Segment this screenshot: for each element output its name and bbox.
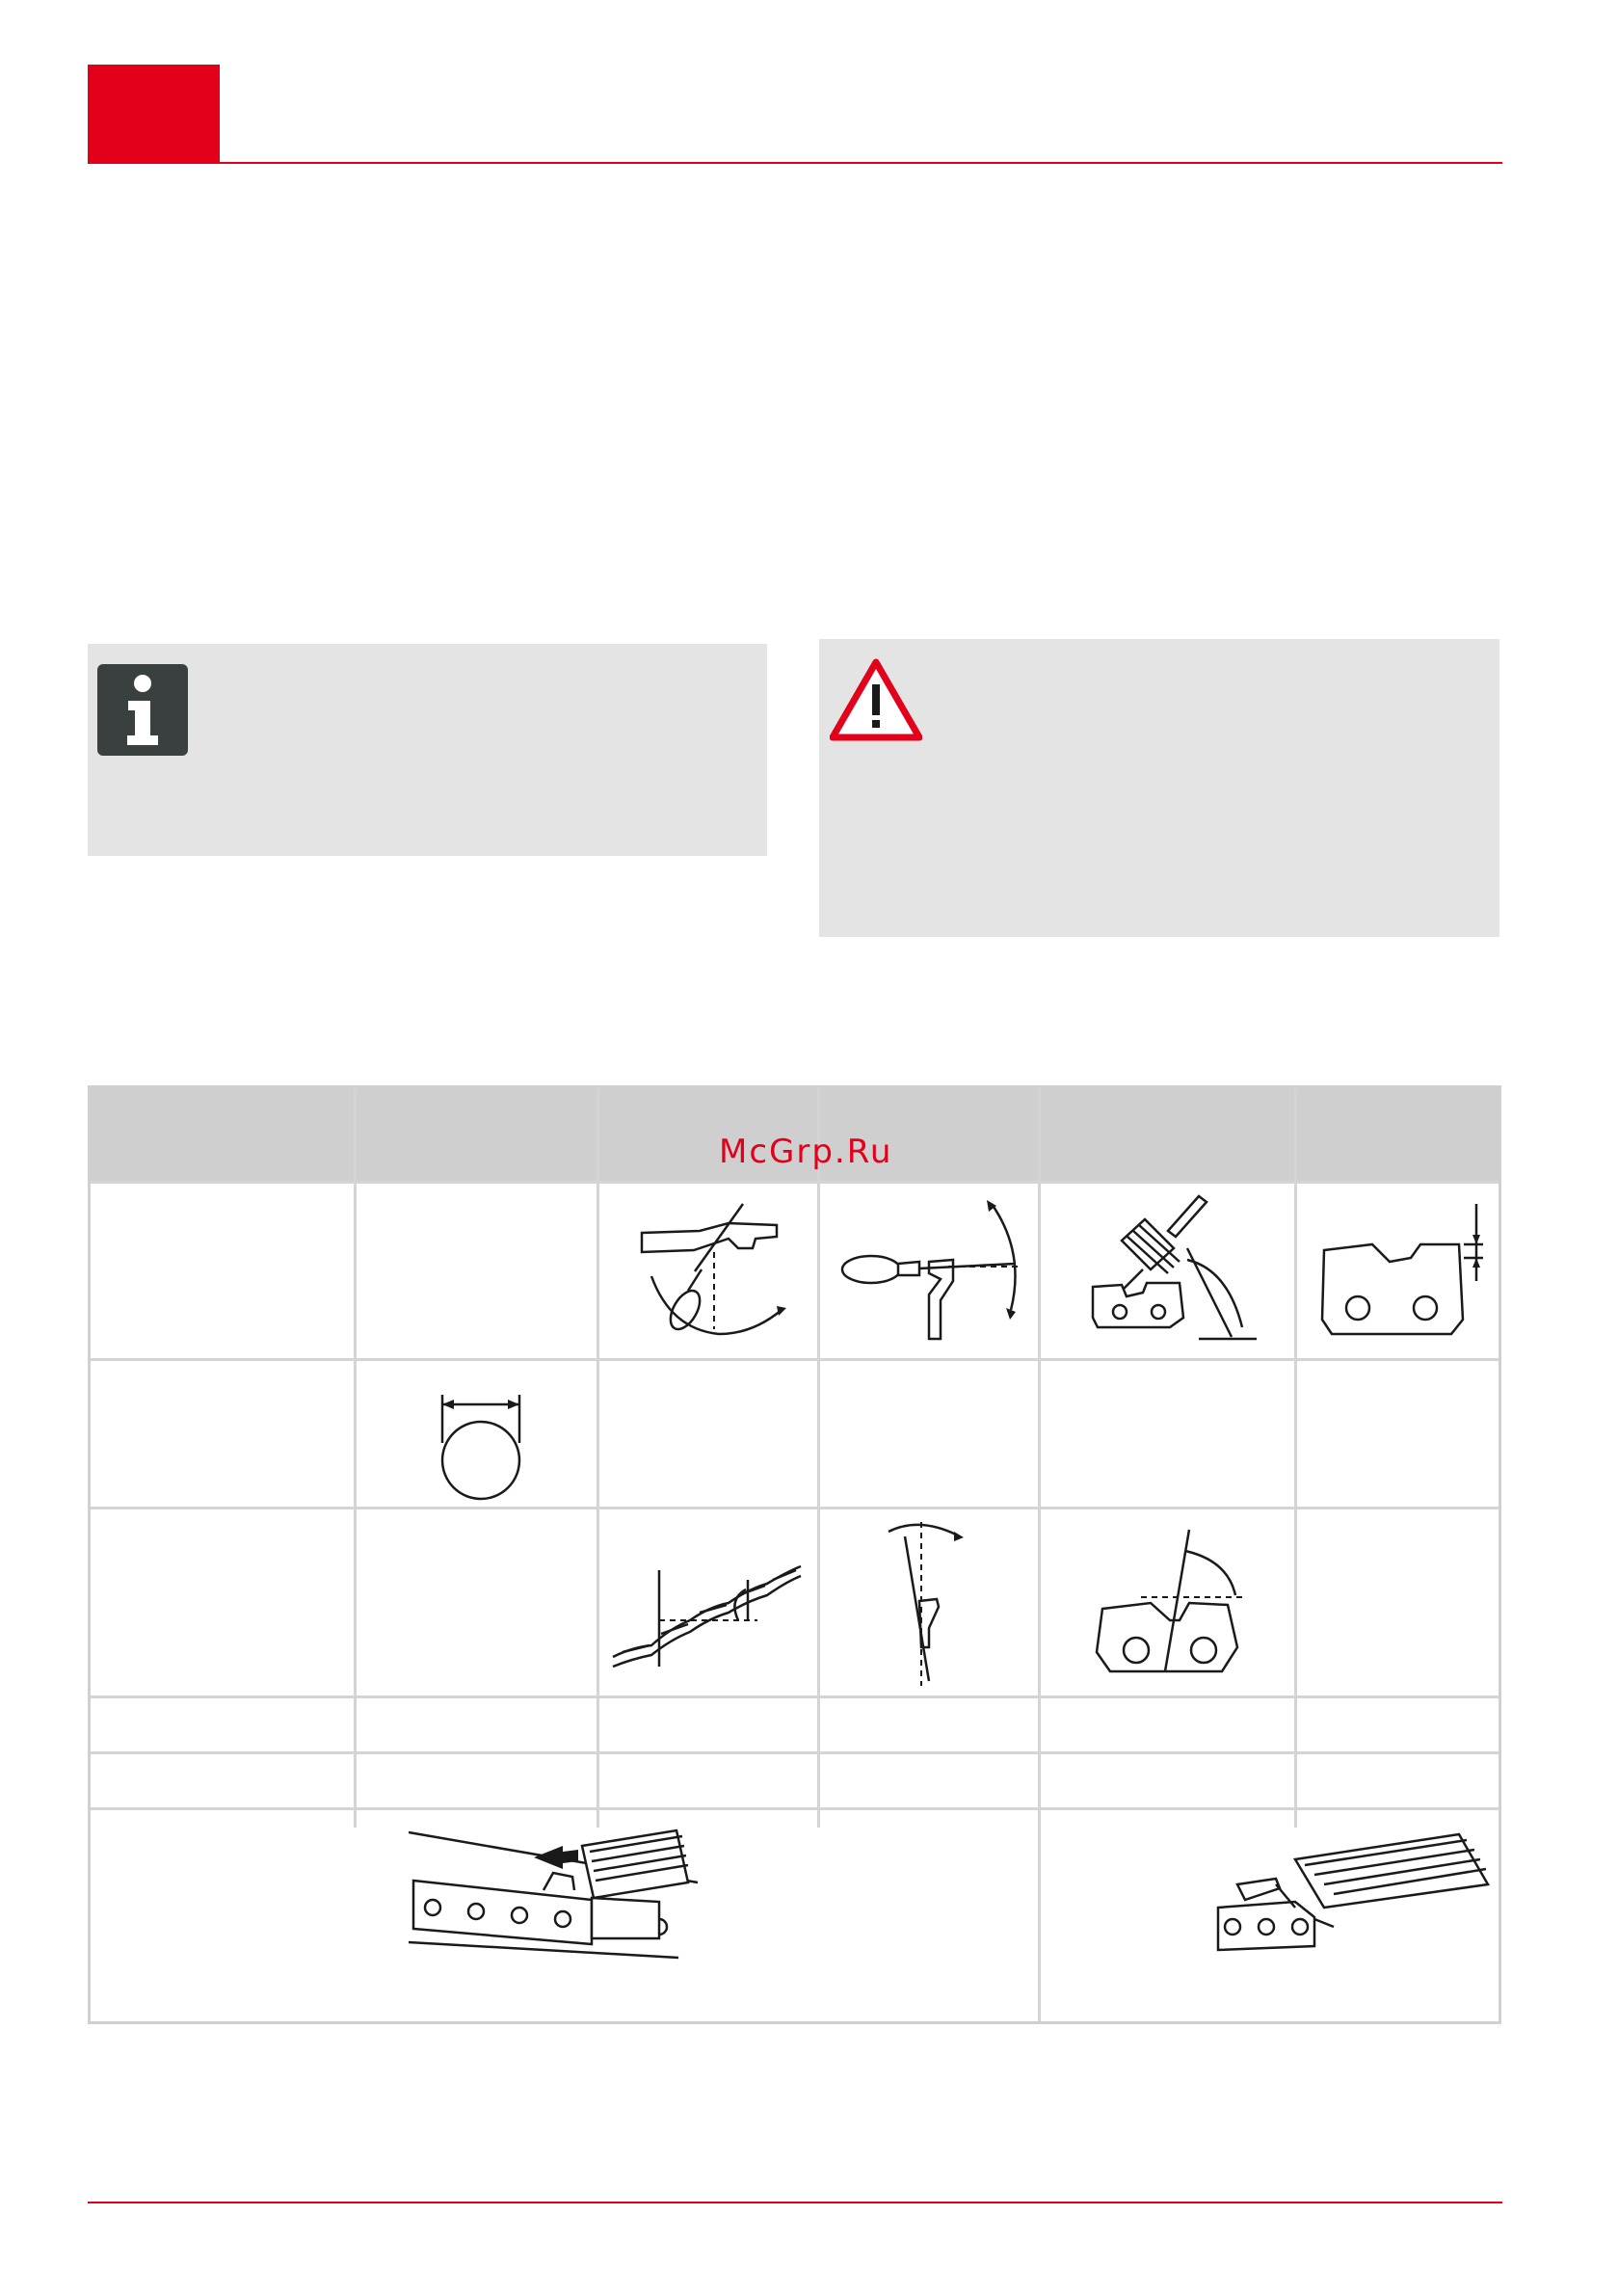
file-holding-angle-icon: [632, 1194, 806, 1353]
col-divider: [354, 1088, 357, 1828]
info-note: [88, 644, 767, 856]
col-divider: [1294, 1088, 1297, 1828]
col-divider: [597, 1088, 599, 1828]
side-plate-angle-icon: [1083, 1512, 1276, 1691]
chain-cutting-wood-icon: [409, 1823, 794, 1962]
file-tilt-angle-icon: [862, 1512, 996, 1691]
row-divider: [91, 1358, 1499, 1361]
warning-triangle-icon: [830, 658, 922, 741]
file-handle-angle-icon: [833, 1194, 1025, 1353]
chain-top-plate-angle-icon: [603, 1512, 806, 1691]
row-divider: [91, 1807, 1499, 1810]
cutter-cutting-wood-icon: [1199, 1830, 1507, 1956]
file-tooth-angle-icon: [1083, 1192, 1266, 1356]
footer-rule: [88, 2202, 1502, 2203]
file-diameter-icon: [433, 1385, 529, 1503]
section-marker: [88, 65, 220, 163]
row-divider: [91, 1507, 1499, 1509]
row-divider: [91, 1751, 1499, 1754]
depth-gauge-icon: [1314, 1194, 1488, 1353]
header-rule: [88, 162, 1502, 164]
info-icon: [97, 664, 188, 756]
watermark: McGrp.Ru: [719, 1133, 893, 1171]
chain-sharpening-table: [88, 1085, 1501, 2024]
col-divider: [1038, 1088, 1041, 2021]
row-divider: [91, 1181, 1499, 1184]
row-divider: [91, 1695, 1499, 1698]
col-divider: [817, 1088, 820, 1828]
